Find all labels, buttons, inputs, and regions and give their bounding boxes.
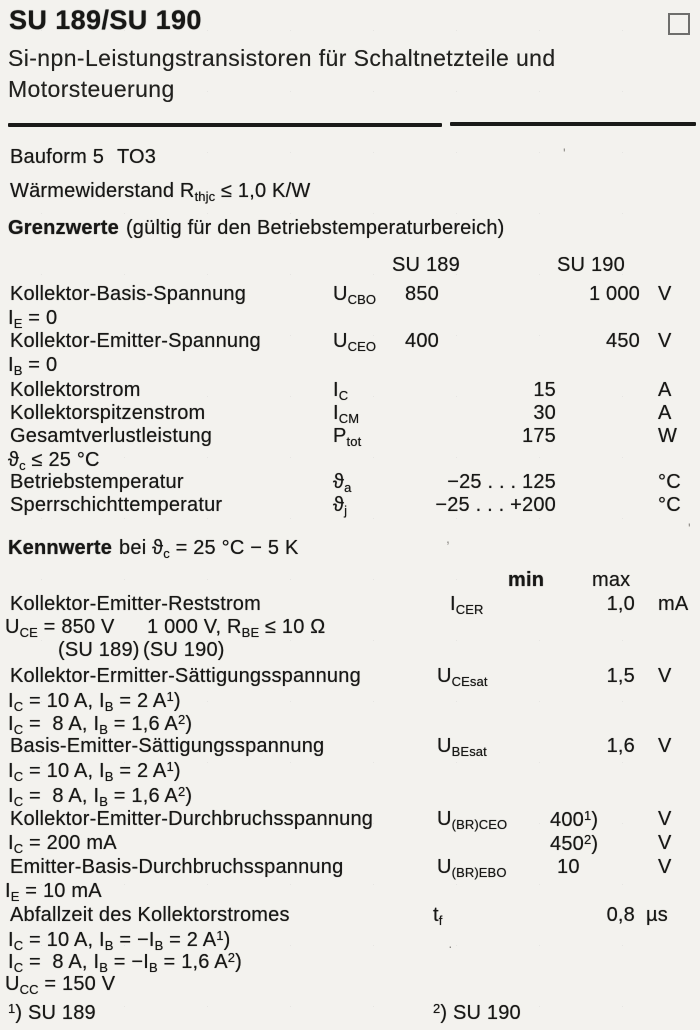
condition-row	[0, 832, 700, 856]
table-row	[0, 808, 700, 832]
thermal-resistance: Wärmewiderstand $R_{thjc} \le 1,0$ K/W	[10, 180, 311, 204]
param-condition: (SU 189)	[58, 639, 140, 661]
condition-row	[0, 950, 700, 974]
bauform-row	[0, 146, 700, 170]
param-condition: $U_{CE} = 850$ V	[5, 616, 115, 640]
param-value-max: 0,8	[606, 904, 635, 926]
table-row	[0, 904, 700, 928]
param-symbol: $ϑ_j$	[333, 494, 348, 518]
param-value-su190: 1 000	[588, 283, 640, 305]
param-name: Kollektor-Basis-Spannung	[10, 283, 247, 305]
param-name: Basis-Emitter-Sättigungsspannung	[10, 735, 325, 757]
param-unit: V	[658, 808, 672, 830]
param-name: Kollektor-Emitter-Reststrom	[10, 593, 261, 615]
table-row	[0, 425, 700, 449]
param-name: Gesamtverlustleistung	[10, 425, 213, 447]
table-row	[0, 330, 700, 354]
param-name: Kollektor-Ermitter-Sättigungsspannung	[10, 665, 361, 687]
scan-speck: ·	[448, 938, 453, 954]
footnote-2: $^2$) SU 190	[433, 1001, 521, 1024]
param-symbol: $U_{(BR)CEO}$	[437, 808, 508, 832]
grenzwerte-heading-note: (gültig für den Betriebstemperaturbereich)	[125, 217, 505, 239]
param-value: −25 . . . 125	[447, 471, 556, 493]
param-condition: $I_C = 8$ A, $I_B = 1,6$ $A^2$)	[8, 784, 193, 809]
condition-row	[0, 880, 700, 904]
thermal-row	[0, 180, 700, 204]
param-symbol: $t_f$	[433, 904, 443, 928]
kennwerte-heading-note: bei $ϑ_c = 25$ °C − 5 K	[119, 537, 299, 561]
table-row	[0, 379, 700, 403]
footnotes-row	[0, 1001, 700, 1025]
param-value-min: 10	[557, 856, 580, 878]
param-symbol: $I_{CM}$	[333, 402, 360, 426]
param-condition: $I_C = 10$ A, $I_B = 2$ $A^1$)	[8, 759, 181, 784]
table-row	[0, 283, 700, 307]
param-value-max: 1,5	[606, 665, 635, 687]
param-condition: 1 000 V, $R_{BE} \le 10$ Ω	[147, 616, 326, 640]
param-value-su189: 400	[405, 330, 439, 352]
param-unit: V	[658, 832, 672, 854]
param-condition: $I_C = 8$ A, $I_B = 1,6$ $A^2$)	[8, 712, 193, 737]
kennwerte-heading: Kennwerte	[8, 537, 113, 559]
condition-row	[0, 784, 700, 808]
corner-square-icon	[668, 13, 690, 35]
param-unit: V	[658, 735, 672, 757]
param-condition: $I_C = 10$ A, $I_B = 2$ $A^1$)	[8, 689, 181, 714]
table-row	[0, 471, 700, 495]
param-name: Abfallzeit des Kollektorstromes	[10, 904, 290, 926]
table-row	[0, 735, 700, 759]
param-condition: $I_E = 10$ mA	[5, 880, 102, 904]
condition-row	[0, 449, 700, 473]
param-symbol: $I_C$	[333, 379, 349, 403]
param-condition: $I_B = 0$	[8, 354, 58, 378]
param-name: Kollektorspitzenstrom	[10, 402, 206, 424]
condition-row	[0, 616, 700, 640]
condition-row	[0, 759, 700, 783]
param-symbol: $U_{CBO}$	[333, 283, 377, 307]
scan-speck: ,	[446, 530, 451, 546]
param-name: Kollektor-Emitter-Durchbruchsspannung	[10, 808, 374, 830]
param-name: Kollektorstrom	[10, 379, 141, 401]
table-row	[0, 402, 700, 426]
table-row	[0, 665, 700, 689]
param-value: 15	[533, 379, 556, 401]
param-value: 175	[522, 425, 556, 447]
grenzwerte-column-headers	[0, 254, 700, 278]
param-value-min: $450^2$)	[550, 832, 599, 855]
param-unit: V	[658, 330, 672, 352]
condition-row	[0, 307, 700, 331]
condition-row	[0, 973, 700, 997]
column-header-su189: SU 189	[392, 254, 460, 276]
param-unit: V	[658, 283, 672, 305]
param-value-su190: 450	[606, 330, 640, 352]
condition-row	[0, 928, 700, 952]
param-unit: °C	[658, 494, 681, 516]
param-symbol: $I_{CER}$	[450, 593, 484, 617]
divider-rule	[8, 123, 442, 127]
param-unit: A	[658, 379, 672, 401]
param-unit: V	[658, 665, 672, 687]
param-name: Emitter-Basis-Durchbruchsspannung	[10, 856, 344, 878]
page-title: SU 189/SU 190	[9, 5, 202, 35]
param-symbol: $U_{(BR)EBO}$	[437, 856, 507, 880]
param-condition: $I_C = 10$ A, $I_B = -I_B = 2$ $A^1$)	[8, 928, 231, 953]
param-value-min: $400^1$)	[550, 808, 599, 831]
param-value: −25 . . . +200	[435, 494, 556, 516]
grenzwerte-heading: Grenzwerte	[8, 217, 119, 239]
param-unit: W	[658, 425, 678, 447]
condition-row	[0, 689, 700, 713]
table-row	[0, 494, 700, 518]
param-value-max: 1,0	[606, 593, 635, 615]
param-name: Betriebstemperatur	[10, 471, 184, 493]
column-header-su190: SU 190	[557, 254, 625, 276]
footnote-1: $^1$) SU 189	[8, 1001, 96, 1024]
condition-row	[0, 712, 700, 736]
param-condition: (SU 190)	[143, 639, 225, 661]
param-unit: µs	[646, 904, 668, 926]
column-header-min: min	[508, 569, 545, 591]
param-unit: °C	[658, 471, 681, 493]
param-value-su189: 850	[405, 283, 439, 305]
table-row	[0, 593, 700, 617]
section-heading-grenzwerte	[0, 217, 700, 241]
param-symbol: $U_{CEsat}$	[437, 665, 488, 689]
column-header-max: max	[592, 569, 631, 591]
param-symbol: $ϑ_a$	[333, 471, 352, 495]
bauform-value: TO3	[117, 146, 157, 168]
param-value-max: 1,6	[606, 735, 635, 757]
condition-row	[0, 354, 700, 378]
table-row	[0, 856, 700, 880]
page-subtitle: Si-npn-Leistungstransistoren für Schaltnetzteile und Motorsteuerung	[8, 45, 556, 102]
param-condition: $U_{CC} = 150$ V	[5, 973, 116, 997]
param-unit: mA	[658, 593, 689, 615]
kennwerte-column-headers	[0, 569, 700, 593]
param-name: Kollektor-Emitter-Spannung	[10, 330, 261, 352]
param-unit: V	[658, 856, 672, 878]
param-condition: $I_C = 8$ A, $I_B = -I_B = 1,6$ $A^2$)	[8, 950, 243, 975]
param-condition: $I_C = 200$ mA	[8, 832, 117, 856]
param-unit: A	[658, 402, 672, 424]
param-symbol: $U_{BEsat}$	[437, 735, 487, 759]
condition-row	[0, 639, 700, 663]
divider-rule	[450, 122, 696, 126]
param-name: Sperrschichttemperatur	[10, 494, 223, 516]
param-value: 30	[533, 402, 556, 424]
bauform-label: Bauform 5	[10, 146, 105, 168]
param-symbol: $P_{tot}$	[333, 425, 362, 449]
scan-speck: '	[563, 145, 566, 161]
param-condition: $I_E = 0$	[8, 307, 58, 331]
scan-speck: '	[688, 520, 691, 536]
section-heading-kennwerte	[0, 537, 700, 561]
param-symbol: $U_{CEO}$	[333, 330, 377, 354]
param-condition: $ϑ_c \le 25$ °C	[8, 449, 100, 473]
